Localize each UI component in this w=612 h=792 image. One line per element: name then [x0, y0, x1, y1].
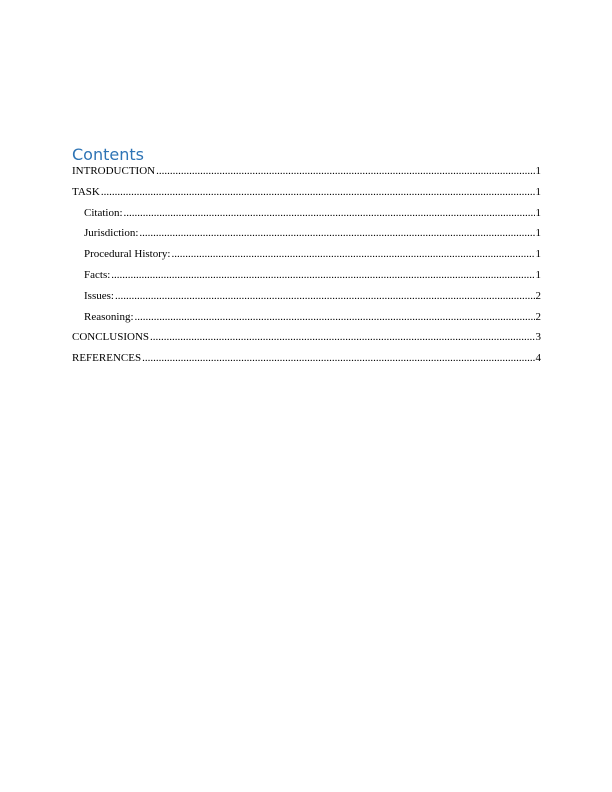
dot-leader [124, 207, 535, 219]
toc-entry-label: Procedural History: [84, 248, 171, 261]
toc-entry-page-number: 2 [535, 310, 541, 323]
toc-entry-reasoning[interactable] [72, 311, 541, 332]
toc-entry-page-number: 1 [535, 227, 541, 240]
toc-entry-label: Citation: [84, 206, 123, 219]
toc-entry-page-number: 1 [535, 206, 541, 219]
toc-entry-procedural-history[interactable] [72, 248, 541, 269]
dot-leader [139, 227, 534, 239]
toc-entry-task[interactable] [72, 186, 541, 207]
dot-leader [171, 248, 534, 260]
toc-entry-introduction[interactable] [72, 165, 541, 186]
dot-leader [115, 290, 535, 302]
toc-entry-label: Issues: [84, 289, 114, 302]
toc-list [72, 165, 541, 373]
toc-entry-page-number: 3 [535, 331, 541, 344]
dot-leader [111, 269, 534, 281]
toc-entry-page-number: 4 [535, 352, 541, 365]
toc-entry-page-number: 1 [535, 268, 541, 281]
toc-heading: Contents [72, 145, 144, 164]
toc-entry-label: INTRODUCTION [72, 165, 156, 177]
toc-entry-page-number: 1 [535, 248, 541, 261]
dot-leader [142, 352, 534, 364]
toc-entry-jurisdiction[interactable] [72, 227, 541, 248]
dot-leader [135, 311, 535, 323]
toc-entry-label: CONCLUSIONS [72, 331, 150, 344]
toc-entry-page-number: 2 [535, 289, 541, 302]
toc-entry-label: REFERENCES [72, 352, 142, 365]
toc-entry-conclusions[interactable] [72, 331, 541, 352]
toc-entry-references[interactable] [72, 352, 541, 373]
dot-leader [156, 165, 534, 177]
toc-entry-page-number: 1 [535, 165, 541, 177]
toc-entry-citation[interactable] [72, 207, 541, 228]
toc-entry-issues[interactable] [72, 290, 541, 311]
toc-entry-label: Jurisdiction: [84, 227, 139, 240]
toc-entry-label: Reasoning: [84, 310, 134, 323]
dot-leader [101, 186, 535, 198]
toc-entry-label: TASK [72, 185, 100, 198]
dot-leader [150, 331, 534, 343]
toc-entry-facts[interactable] [72, 269, 541, 290]
table-of-contents [72, 145, 541, 373]
toc-entry-page-number: 1 [535, 185, 541, 198]
toc-entry-label: Facts: [84, 268, 111, 281]
